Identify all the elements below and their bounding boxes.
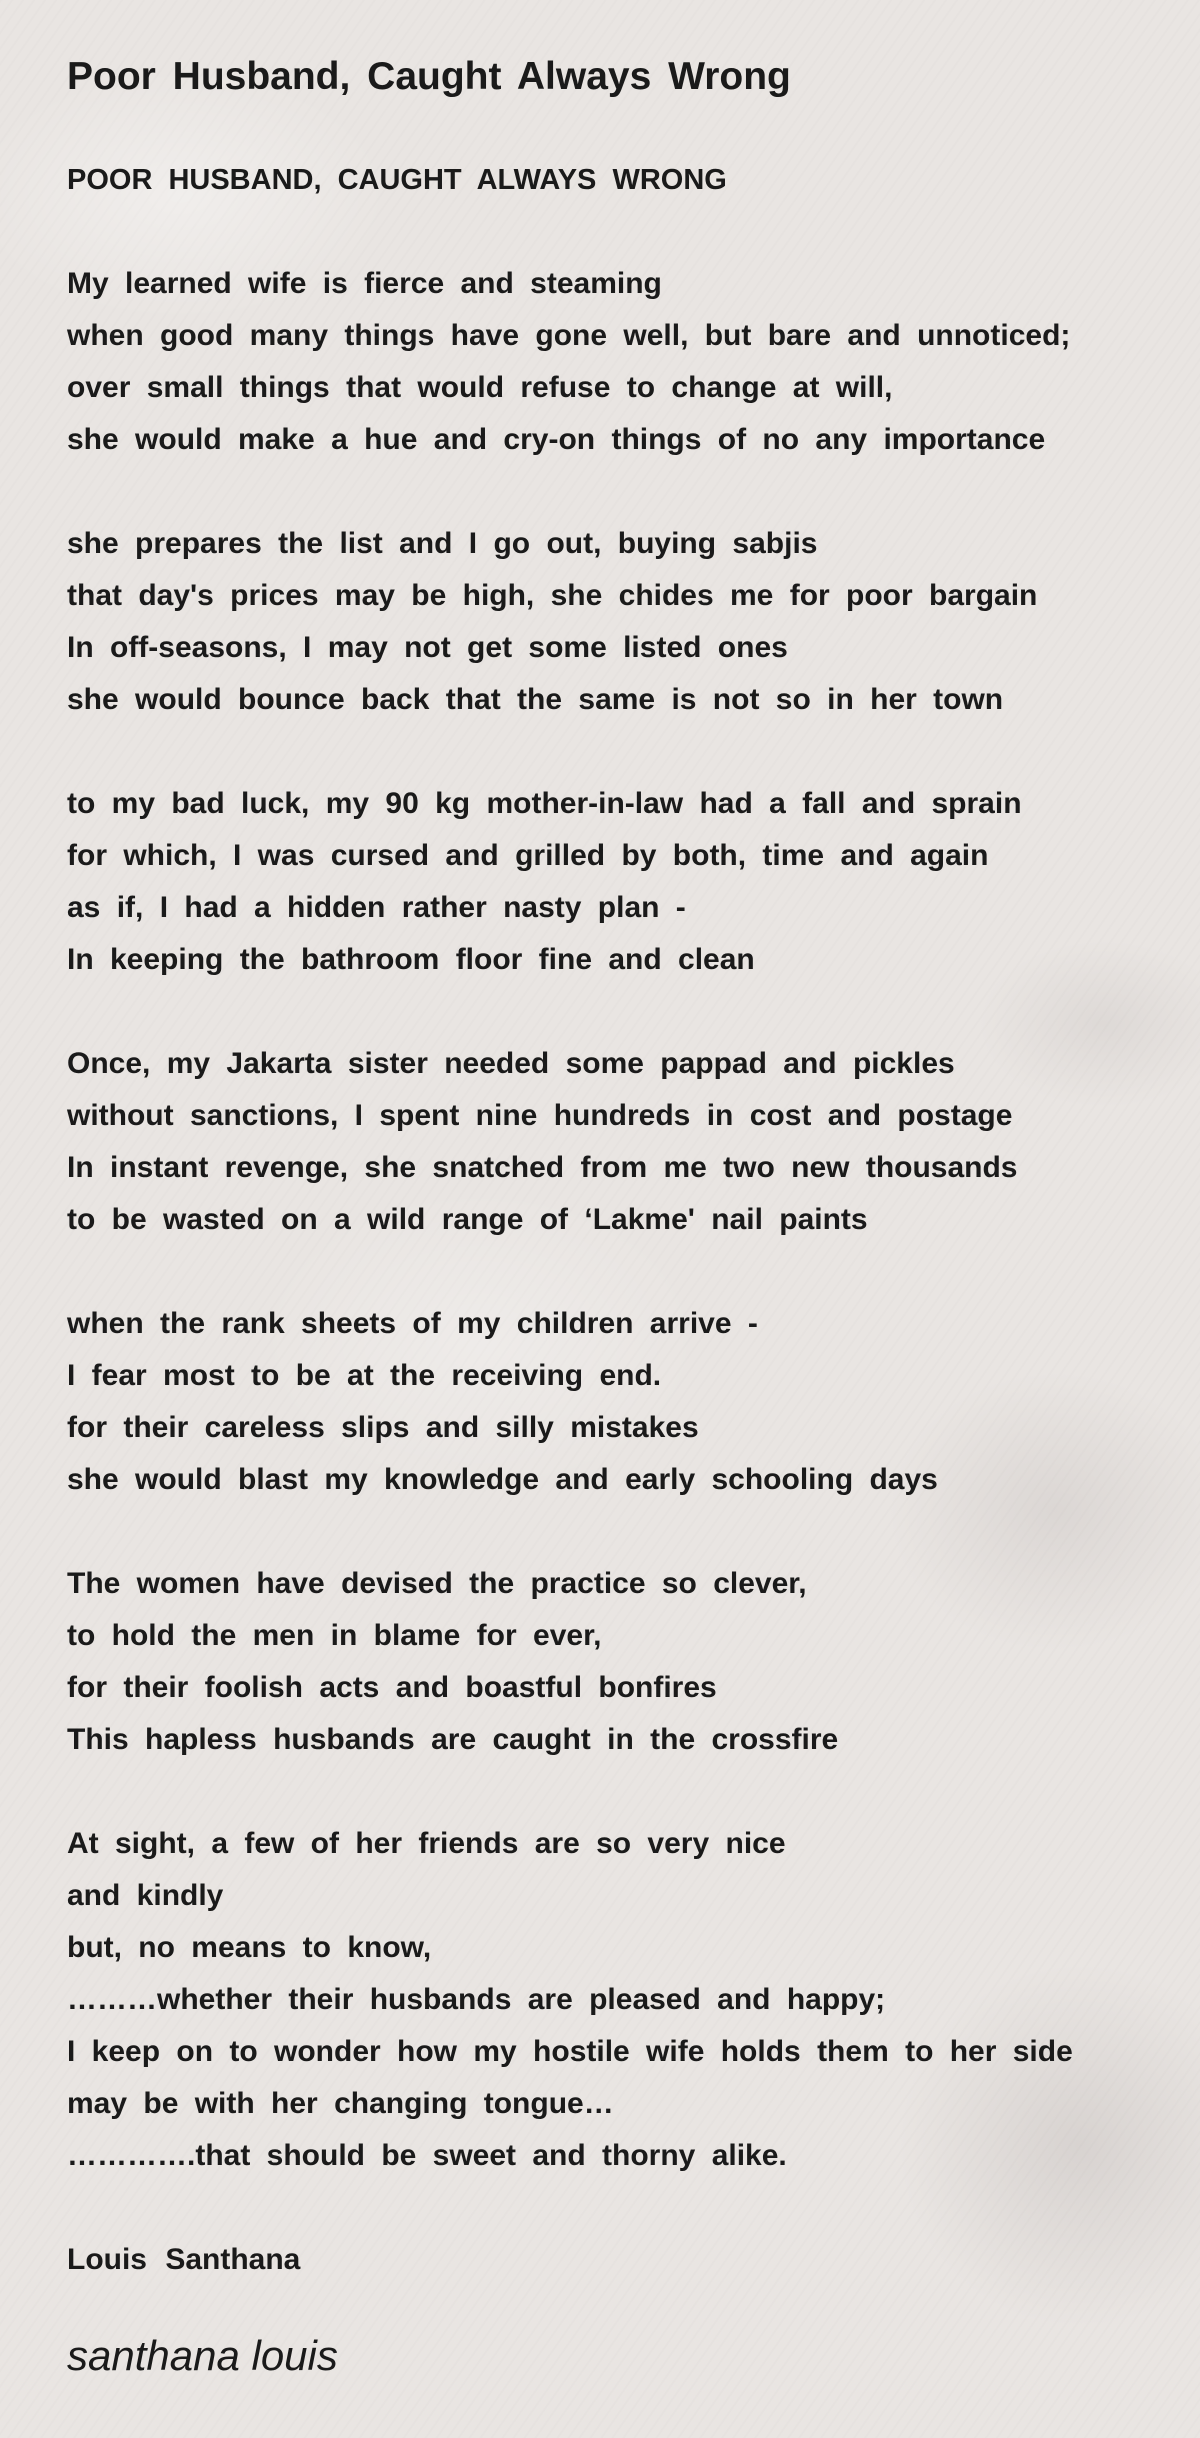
poem-line: I fear most to be at the receiving end.	[67, 1359, 662, 1392]
stanza-4	[67, 1038, 1177, 1246]
poem-line: for which, I was cursed and grilled by both, time and again	[67, 839, 989, 872]
stanza-5	[67, 1298, 1177, 1506]
poem-line: At sight, a few of her friends are so very nice	[67, 1827, 786, 1860]
poem-line: In instant revenge, she snatched from me two new thousands	[67, 1151, 1018, 1184]
poem-line: she would blast my knowledge and early schooling days	[67, 1463, 938, 1496]
poem-line: The women have devised the practice so clever,	[67, 1567, 807, 1600]
poem-line: to be wasted on a wild range of ‘Lakme' nail paints	[67, 1203, 868, 1236]
poem-line: she prepares the list and I go out, buying sabjis	[67, 527, 818, 560]
poem-line: ………….that should be sweet and thorny alike.	[67, 2139, 787, 2172]
poem-heading: POOR HUSBAND, CAUGHT ALWAYS WRONG	[67, 164, 727, 196]
stanza-1	[67, 258, 1177, 466]
stanza-2	[67, 518, 1177, 726]
poem-line: for their foolish acts and boastful bonfires	[67, 1671, 717, 1704]
poem-author: Louis Santhana	[67, 2243, 301, 2276]
stanza-7	[67, 1818, 1177, 2182]
page-title: Poor Husband, Caught Always Wrong	[67, 55, 791, 98]
poem-line: over small things that would refuse to change at will,	[67, 371, 893, 404]
poem-line: for their careless slips and silly mistakes	[67, 1411, 699, 1444]
poem-line: ………whether their husbands are pleased and happy;	[67, 1983, 886, 2016]
poem-line: This hapless husbands are caught in the crossfire	[67, 1723, 839, 1756]
poem-line: My learned wife is fierce and steaming	[67, 267, 662, 300]
poem-line: Once, my Jakarta sister needed some pappad and pickles	[67, 1047, 955, 1080]
poem-page	[67, 46, 1177, 2382]
poem-line: she would make a hue and cry-on things of no any importance	[67, 423, 1046, 456]
poem-line: when the rank sheets of my children arrive -	[67, 1307, 758, 1340]
poem-line: that day's prices may be high, she chides me for poor bargain	[67, 579, 1038, 612]
poem-line: when good many things have gone well, but bare and unnoticed;	[67, 319, 1071, 352]
stanza-3	[67, 778, 1177, 986]
poem-line: to my bad luck, my 90 kg mother-in-law had a fall and sprain	[67, 787, 1022, 820]
stanza-6	[67, 1558, 1177, 1766]
poem-line: In keeping the bathroom floor fine and clean	[67, 943, 755, 976]
poem-line: without sanctions, I spent nine hundreds in cost and postage	[67, 1099, 1013, 1132]
author-signature[interactable]: santhana louis	[67, 2332, 338, 2379]
poem-line: I keep on to wonder how my hostile wife holds them to her side	[67, 2035, 1073, 2068]
poem-line: but, no means to know,	[67, 1931, 432, 1964]
poem-line: may be with her changing tongue…	[67, 2087, 614, 2120]
poem-line: to hold the men in blame for ever,	[67, 1619, 602, 1652]
poem-line: as if, I had a hidden rather nasty plan -	[67, 891, 686, 924]
poem-line: she would bounce back that the same is not so in her town	[67, 683, 1004, 716]
poem-line: In off-seasons, I may not get some listed ones	[67, 631, 788, 664]
poem-line: and kindly	[67, 1879, 224, 1912]
